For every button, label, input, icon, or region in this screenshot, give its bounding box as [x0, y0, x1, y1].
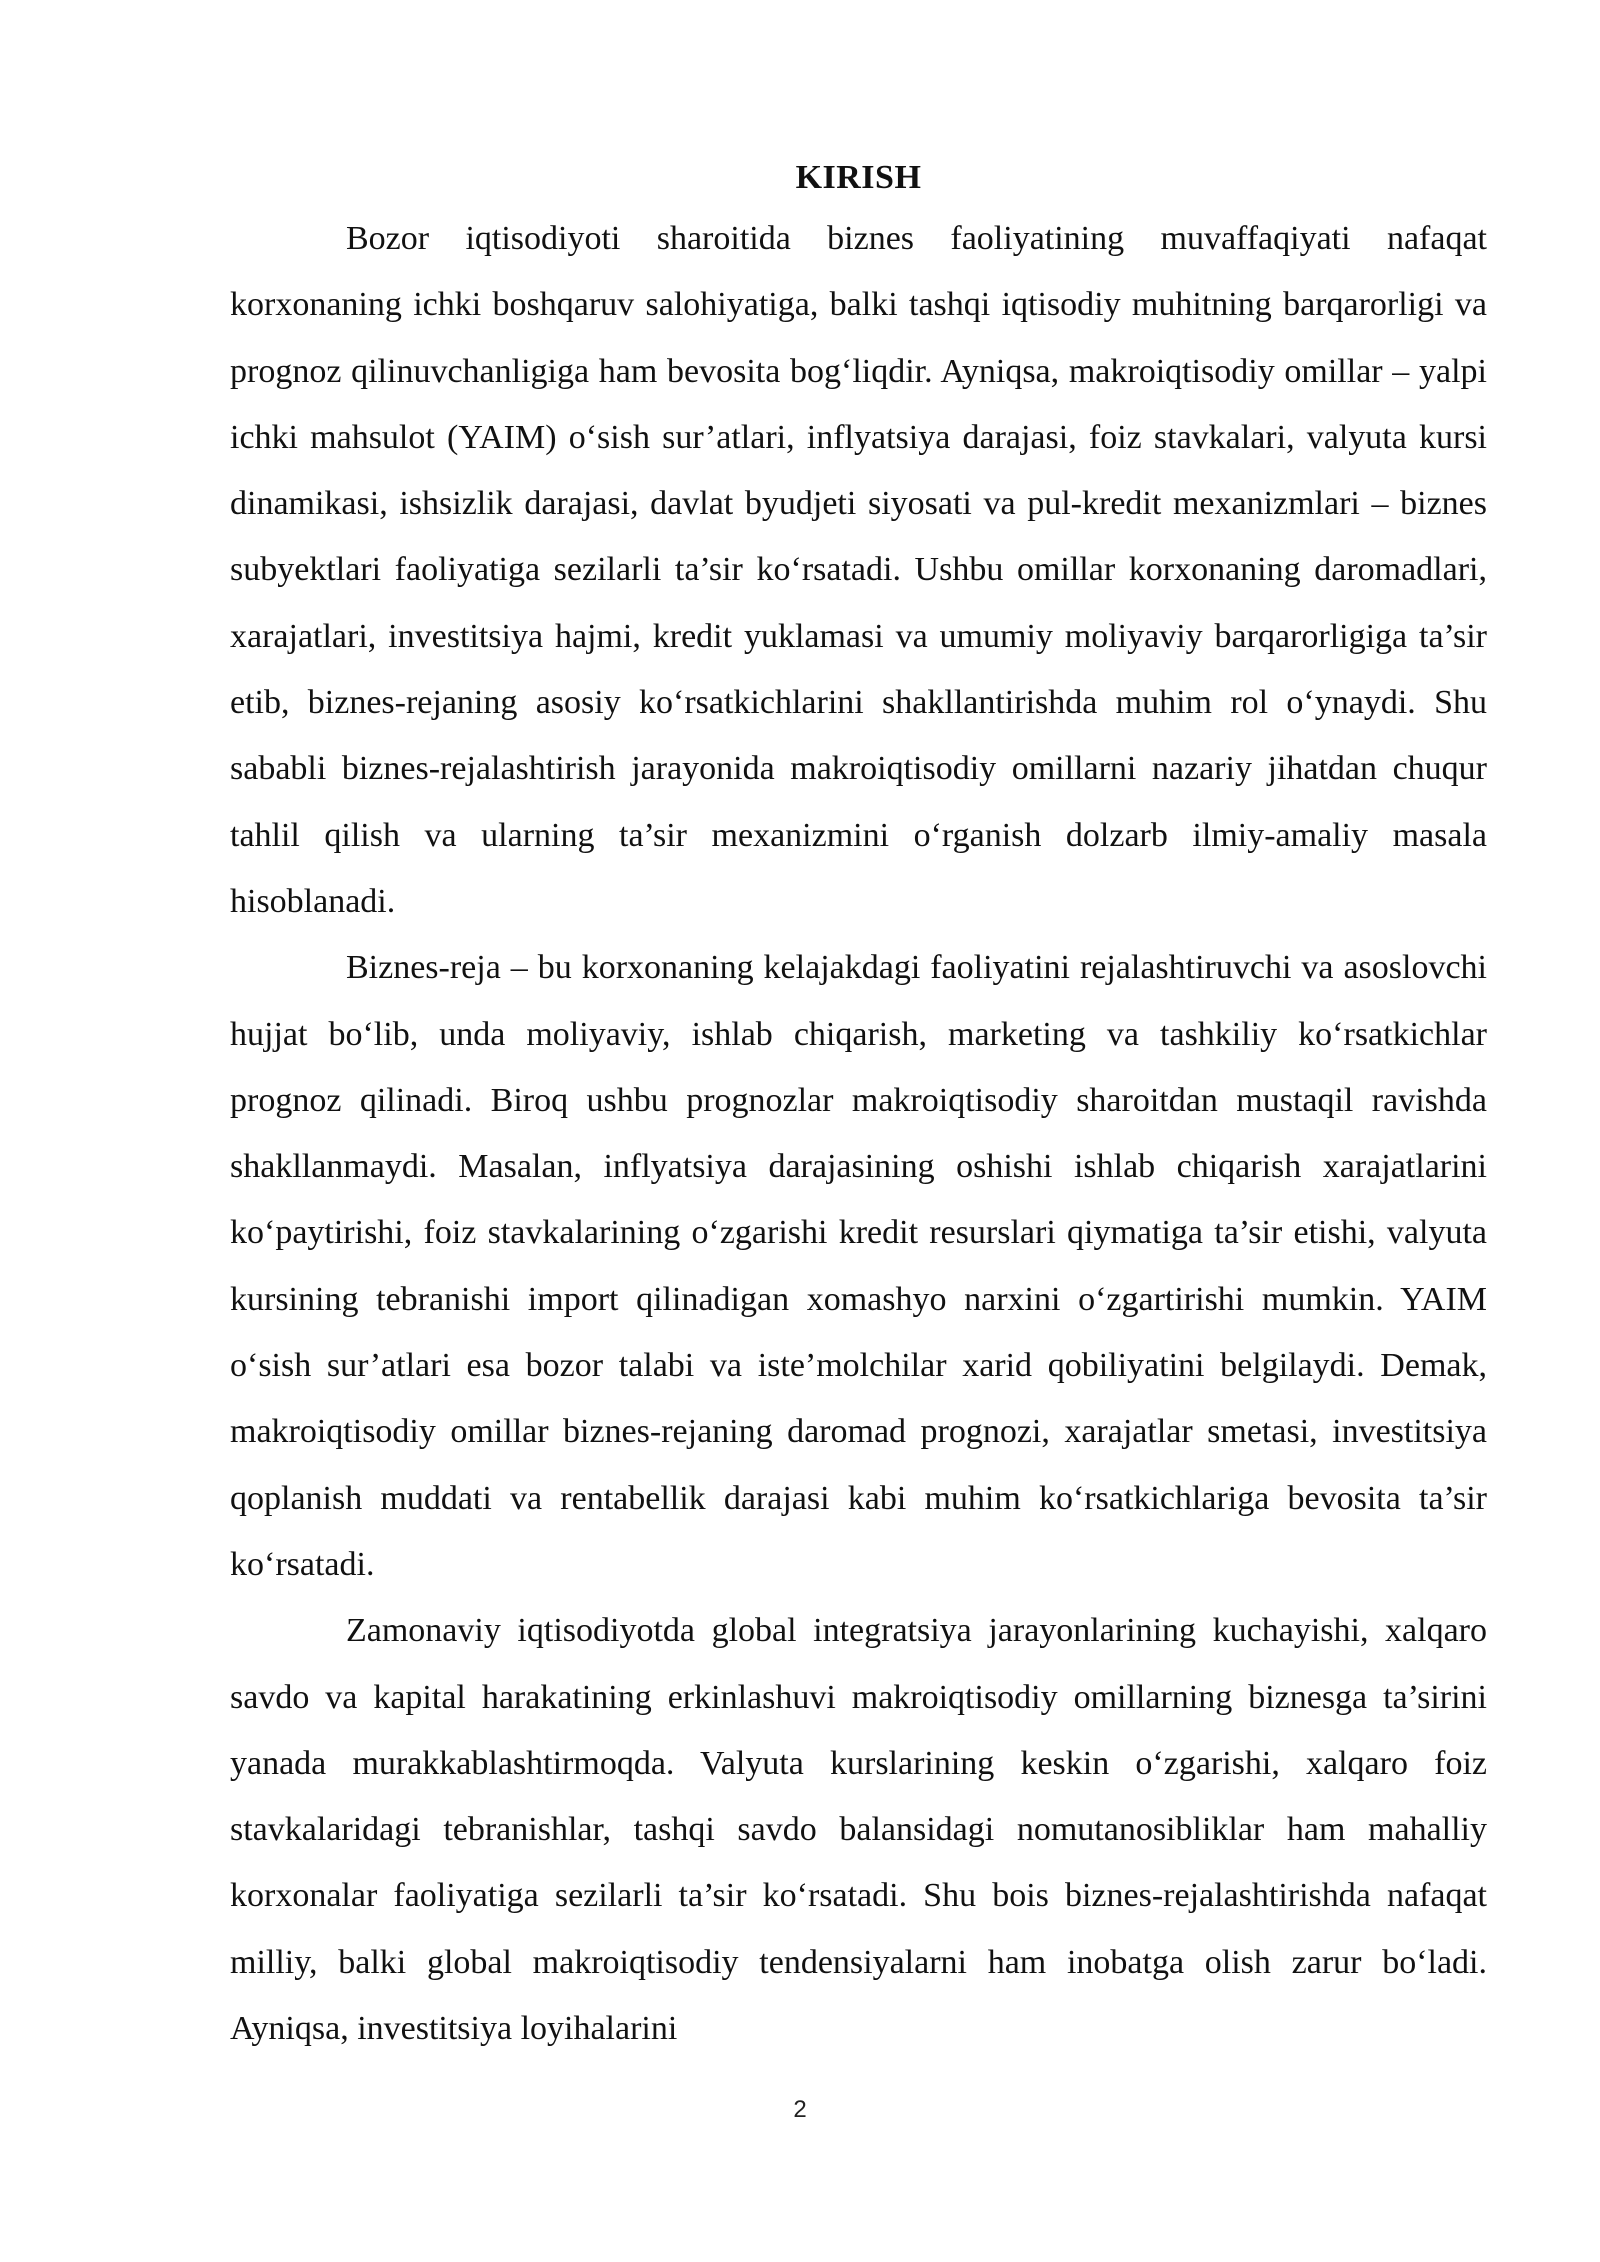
- paragraph-1: Bozor iqtisodiyoti sharoitida biznes faoliyatining muvaffaqiyati nafaqat korxonaning ichki boshqaruv salohiyatiga, balki tashqi iqtisodiy muhitning barqarorligi va prognoz qilinuvchanligiga ham bevosita bog‘liqdir. Ayniqsa, makroiqtisodiy omillar – yalpi ichki mahsulot (YAIM) o‘sish sur’atlari, inflyatsiya darajasi, foiz stavkalari, valyuta kursi dinamikasi, ishsizlik darajasi, davlat byudjeti siyosati va pul-kredit mexanizmlari – biznes subyektlari faoliyatiga sezilarli ta’sir ko‘rsatadi. Ushbu omillar korxonaning daromadlari, xarajatlari, investitsiya hajmi, kredit yuklamasi va umumiy moliyaviy barqarorligiga ta’sir etib, biznes-rejaning asosiy ko‘rsatkichlarini shakllantirishda muhim rol o‘ynaydi. Shu sababli biznes-rejalashtirish jarayonida makroiqtisodiy omillarni nazariy jihatdan chuqur tahlil qilish va ularning ta’sir mexanizmini o‘rganish dolzarb ilmiy-amaliy masala hisoblanadi.: [230, 220, 1487, 920]
- page-content: [230, 150, 1487, 2062]
- paragraph-3: Zamonaviy iqtisodiyotda global integratsiya jarayonlarining kuchayishi, xalqaro savdo va kapital harakatining erkinlashuvi makroiqtisodiy omillarning biznesga ta’sirini yanada murakkablashtirmoqda. Valyuta kurslarining keskin o‘zgarishi, xalqaro foiz stavkalaridagi tebranishlar, tashqi savdo balansidagi nomutanosibliklar ham mahalliy korxonalar faoliyatiga sezilarli ta’sir ko‘rsatadi. Shu bois biznes-rejalashtirishda nafaqat milliy, balki global makroiqtisodiy tendensiyalarni ham inobatga olish zarur bo‘ladi. Ayniqsa, investitsiya loyihalarini: [230, 1612, 1487, 2048]
- page-number: 2: [793, 2096, 807, 2123]
- section-title: KIRISH: [795, 159, 922, 196]
- paragraph-2: Biznes-reja – bu korxonaning kelajakdagi faoliyatini rejalashtiruvchi va asoslovchi hujjat bo‘lib, unda moliyaviy, ishlab chiqarish, marketing va tashkiliy ko‘rsatkichlar prognoz qilinadi. Biroq ushbu prognozlar makroiqtisodiy sharoitdan mustaqil ravishda shakllanmaydi. Masalan, inflyatsiya darajasining oshishi ishlab chiqarish xarajatlarini ko‘paytirishi, foiz stavkalarining o‘zgarishi kredit resurslari qiymatiga ta’sir etishi, valyuta kursining tebranishi import qilinadigan xomashyo narxini o‘zgartirishi mumkin. YAIM o‘sish sur’atlari esa bozor talabi va iste’molchilar xarid qobiliyatini belgilaydi. Demak, makroiqtisodiy omillar biznes-rejaning daromad prognozi, xarajatlar smetasi, investitsiya qoplanish muddati va rentabellik darajasi kabi muhim ko‘rsatkichlariga bevosita ta’sir ko‘rsatadi.: [230, 949, 1487, 1583]
